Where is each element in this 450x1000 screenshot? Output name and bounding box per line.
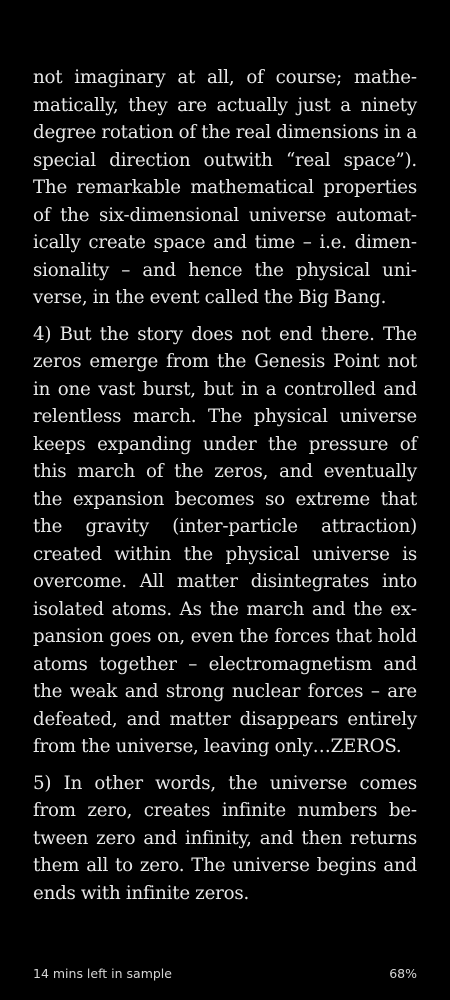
- book-paragraph-1: not imaginary at all, of course; mathematically, they are actually just a ninety degree rotation of the real dimensions in a special direction outwith “real space”). The remarkable mathematical properties of the six-dimensional universe automatically create space and time – i.e. dimensionality – and hence the physical universe, in the event called the Big Bang.: [33, 67, 417, 308]
- book-paragraph-3: 5) In other words, the universe comes from zero, creates infinite numbers between zero and infinity, and then returns them all to zero. The universe begins and ends with infinite zeros.: [33, 772, 417, 904]
- reading-progress-percent: 68%: [389, 966, 417, 981]
- time-left-in-sample: 14 mins left in sample: [33, 966, 172, 981]
- reading-status-bar[interactable]: [33, 966, 417, 984]
- reading-pane[interactable]: [33, 64, 417, 916]
- book-paragraph-2: 4) But the story does not end there. The zeros emerge from the Genesis Point not in one vast burst, but in a controlled and relentless march. The physical universe keeps expanding under the pressure of this march of the zeros, and eventually the expansion becomes so extreme that the gravity (inter-particle attraction) created within the physical universe is overcome. All matter disintegrates into isolated atoms. As the march and the expansion goes on, even the forces that hold atoms together – electromagnetism and the weak and strong nuclear forces – are defeated, and matter disappears entirely from the universe, leaving only…ZEROS.: [33, 323, 417, 757]
